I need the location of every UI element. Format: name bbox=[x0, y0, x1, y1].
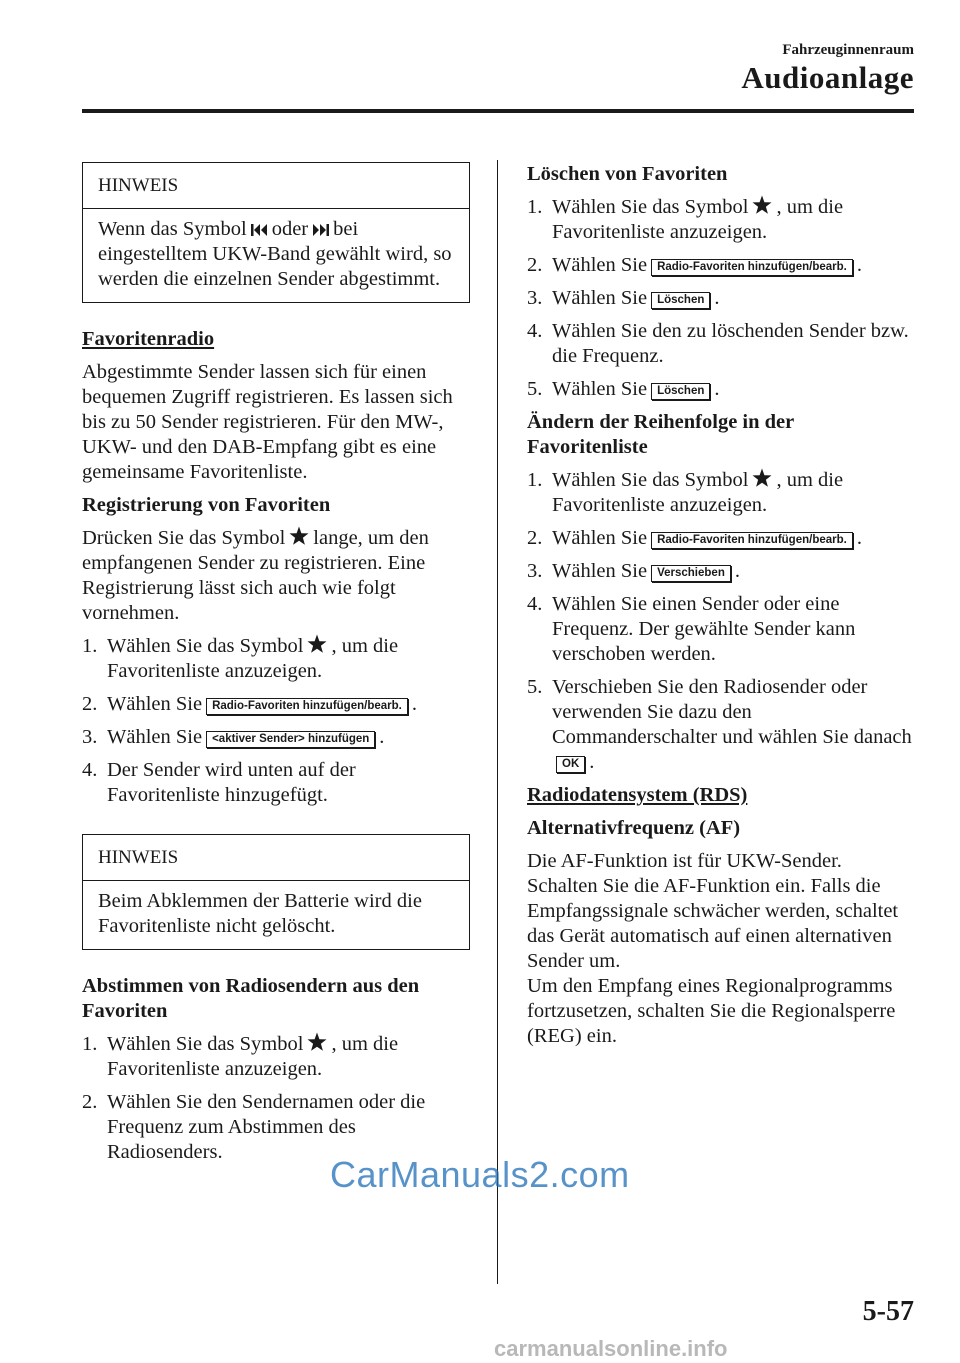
step-number: 1. bbox=[82, 635, 98, 657]
step-list bbox=[82, 634, 470, 808]
step-text: . bbox=[734, 560, 740, 582]
step-text: Wählen Sie den Sendernamen oder die Frequenz zum Abstimmen des Radiosenders. bbox=[107, 1091, 426, 1163]
list-item bbox=[527, 319, 917, 369]
watermark-carmanuals2: CarManuals2.com bbox=[330, 1154, 630, 1195]
subheading: Registrierung von Favoriten bbox=[82, 494, 331, 516]
move-button[interactable]: Verschieben bbox=[651, 565, 731, 582]
star-icon bbox=[289, 526, 309, 546]
left-column bbox=[82, 162, 470, 1173]
list-item bbox=[527, 377, 917, 402]
step-number: 1. bbox=[82, 1033, 98, 1055]
add-active-station-button[interactable]: <aktiver Sender> hinzufügen bbox=[206, 731, 375, 748]
step-text: Wählen Sie bbox=[552, 527, 648, 549]
section-heading: Favoritenradio bbox=[82, 328, 215, 350]
step-text: Wählen Sie das Symbol bbox=[552, 469, 749, 491]
page-number: 5-57 bbox=[862, 1296, 914, 1327]
right-column bbox=[527, 162, 917, 1057]
seek-forward-icon bbox=[312, 223, 329, 237]
star-icon bbox=[307, 1032, 327, 1052]
step-text: , um die Favoritenliste anzuzeigen. bbox=[552, 196, 844, 243]
list-item bbox=[82, 692, 470, 717]
step-number: 5. bbox=[527, 378, 543, 400]
star-icon bbox=[307, 634, 327, 654]
section-heading: Radiodatensystem (RDS) bbox=[527, 784, 748, 806]
note-body bbox=[83, 209, 469, 302]
step-number: 2. bbox=[82, 693, 98, 715]
star-icon bbox=[752, 468, 772, 488]
step-text: . bbox=[589, 751, 595, 773]
radio-favorites-add-edit-button[interactable]: Radio-Favoriten hinzufügen/bearb. bbox=[651, 259, 853, 276]
subheading: Alternativfrequenz (AF) bbox=[527, 817, 741, 839]
step-number: 4. bbox=[82, 759, 98, 781]
step-text: , um die Favoritenliste anzuzeigen. bbox=[552, 469, 844, 516]
note-text: oder bbox=[271, 218, 309, 240]
step-number: 3. bbox=[82, 726, 98, 748]
list-item bbox=[527, 195, 917, 245]
list-item bbox=[527, 526, 917, 551]
list-item bbox=[82, 634, 470, 684]
ok-button[interactable]: OK bbox=[556, 756, 585, 773]
list-item bbox=[527, 675, 917, 775]
star-icon bbox=[752, 195, 772, 215]
list-item bbox=[527, 286, 917, 311]
note-box bbox=[82, 834, 470, 950]
step-list bbox=[527, 468, 917, 775]
list-item bbox=[527, 253, 917, 278]
radio-favorites-add-edit-button[interactable]: Radio-Favoriten hinzufügen/bearb. bbox=[206, 698, 408, 715]
subheading: Ändern der Reihenfolge in der Favoritenliste bbox=[527, 411, 794, 458]
note-text: Wenn das Symbol bbox=[98, 218, 247, 240]
list-item bbox=[82, 758, 470, 808]
note-body: Beim Abklemmen der Batterie wird die Favoritenliste nicht gelöscht. bbox=[98, 890, 422, 937]
step-number: 1. bbox=[527, 469, 543, 491]
step-number: 3. bbox=[527, 560, 543, 582]
step-number: 3. bbox=[527, 287, 543, 309]
step-text: , um die Favoritenliste anzuzeigen. bbox=[107, 635, 399, 682]
note-title: HINWEIS bbox=[83, 835, 469, 881]
list-item bbox=[82, 1032, 470, 1082]
step-number: 1. bbox=[527, 196, 543, 218]
delete-button[interactable]: Löschen bbox=[651, 292, 710, 309]
step-number: 4. bbox=[527, 320, 543, 342]
delete-button[interactable]: Löschen bbox=[651, 383, 710, 400]
step-list bbox=[82, 1032, 470, 1165]
note-text: bei eingestelltem UKW-Band gewählt wird, so werden die einzelnen Sender abgestimmt. bbox=[98, 218, 452, 290]
step-text: Verschieben Sie den Radiosender oder verwenden Sie dazu den Commanderschalter und wählen Sie danach bbox=[552, 676, 912, 748]
subheading: Löschen von Favoriten bbox=[527, 163, 728, 185]
step-text: Wählen Sie bbox=[552, 287, 648, 309]
step-text: Wählen Sie bbox=[107, 726, 203, 748]
step-list bbox=[527, 195, 917, 402]
step-number: 2. bbox=[82, 1091, 98, 1113]
step-text: Wählen Sie das Symbol bbox=[107, 635, 304, 657]
step-text: . bbox=[411, 693, 417, 715]
seek-back-icon bbox=[251, 223, 268, 237]
step-text: Wählen Sie einen Sender oder eine Frequenz. Der gewählte Sender kann verschoben werden. bbox=[552, 593, 856, 665]
step-number: 4. bbox=[527, 593, 543, 615]
note-box bbox=[82, 162, 470, 303]
step-text: Wählen Sie das Symbol bbox=[552, 196, 749, 218]
paragraph: Um den Empfang eines Regionalprogramms fortzusetzen, schalten Sie die Regionalsperre (REG) ein. bbox=[527, 975, 896, 1047]
step-text: , um die Favoritenliste anzuzeigen. bbox=[107, 1033, 399, 1080]
step-text: Wählen Sie bbox=[552, 378, 648, 400]
list-item bbox=[527, 592, 917, 667]
step-text: . bbox=[856, 254, 862, 276]
header-rule bbox=[82, 109, 914, 113]
step-text: Wählen Sie den zu löschenden Sender bzw. die Frequenz. bbox=[552, 320, 909, 367]
paragraph bbox=[82, 526, 470, 626]
step-text: Wählen Sie bbox=[552, 560, 648, 582]
step-number: 5. bbox=[527, 676, 543, 698]
paragraph: Abgestimmte Sender lassen sich für einen bequemen Zugriff registrieren. Es lassen sich bis zu 50 Sender registrieren. Für den MW-, UKW- und den DAB-Empfang gibt es eine gemeinsame Favoritenliste. bbox=[82, 361, 453, 483]
list-item bbox=[527, 559, 917, 584]
step-text: . bbox=[379, 726, 385, 748]
paragraph-text: lange, um den empfangenen Sender zu registrieren. Eine Registrierung lässt sich auch wie folgt vornehmen. bbox=[82, 527, 429, 624]
list-item bbox=[82, 725, 470, 750]
step-text: . bbox=[714, 378, 720, 400]
step-text: . bbox=[856, 527, 862, 549]
step-text: Der Sender wird unten auf der Favoritenliste hinzugefügt. bbox=[107, 759, 356, 806]
header-section: Fahrzeuginnenraum bbox=[782, 42, 914, 58]
step-number: 2. bbox=[527, 527, 543, 549]
paragraph: Die AF-Funktion ist für UKW-Sender. Schalten Sie die AF-Funktion ein. Falls die Empfangssignale schwächer werden, schaltet das Gerät automatisch auf einen alternativen Sender um. bbox=[527, 850, 899, 972]
subheading: Abstimmen von Radiosendern aus den Favoriten bbox=[82, 975, 420, 1022]
list-item bbox=[527, 468, 917, 518]
step-text: Wählen Sie bbox=[107, 693, 203, 715]
step-text: Wählen Sie bbox=[552, 254, 648, 276]
radio-favorites-add-edit-button[interactable]: Radio-Favoriten hinzufügen/bearb. bbox=[651, 532, 853, 549]
watermark-carmanualsonline: carmanualsonline.info bbox=[494, 1336, 728, 1361]
column-divider bbox=[497, 160, 498, 1284]
step-number: 2. bbox=[527, 254, 543, 276]
header-chapter: Audioanlage bbox=[741, 60, 914, 95]
step-text: . bbox=[714, 287, 720, 309]
paragraph-text: Drücken Sie das Symbol bbox=[82, 527, 286, 549]
step-text: Wählen Sie das Symbol bbox=[107, 1033, 304, 1055]
note-title: HINWEIS bbox=[83, 163, 469, 209]
